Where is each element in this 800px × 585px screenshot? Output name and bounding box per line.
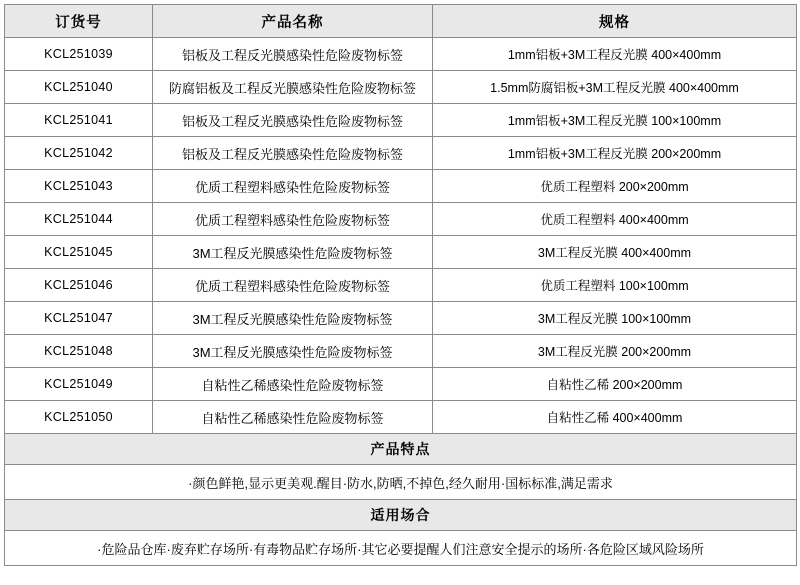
- table-header: [5, 5, 797, 38]
- cell-order-number: KCL251040: [5, 71, 153, 104]
- section-content-applications: [5, 531, 797, 566]
- section-header-features: [5, 434, 797, 465]
- table-row: [5, 170, 797, 203]
- table-row: [5, 401, 797, 434]
- cell-order-number: KCL251043: [5, 170, 153, 203]
- cell-specification: 自粘性乙稀 400×400mm: [433, 401, 797, 434]
- cell-product-name: 自粘性乙稀感染性危险废物标签: [153, 368, 433, 401]
- table-row: [5, 137, 797, 170]
- cell-order-number: KCL251047: [5, 302, 153, 335]
- cell-order-number: KCL251044: [5, 203, 153, 236]
- cell-specification: 优质工程塑料 100×100mm: [433, 269, 797, 302]
- table-header-row: [5, 5, 797, 38]
- table-row: [5, 335, 797, 368]
- section-text-features: ·颜色鲜艳,显示更美观.醒目·防水,防晒,不掉色,经久耐用·国标标准,满足需求: [5, 465, 797, 500]
- cell-product-name: 铝板及工程反光膜感染性危险废物标签: [153, 104, 433, 137]
- table-row: [5, 104, 797, 137]
- cell-specification: 1mm铝板+3M工程反光膜 200×200mm: [433, 137, 797, 170]
- cell-order-number: KCL251045: [5, 236, 153, 269]
- cell-product-name: 优质工程塑料感染性危险废物标签: [153, 269, 433, 302]
- section-header-applications: [5, 500, 797, 531]
- cell-specification: 3M工程反光膜 400×400mm: [433, 236, 797, 269]
- cell-order-number: KCL251050: [5, 401, 153, 434]
- cell-specification: 优质工程塑料 400×400mm: [433, 203, 797, 236]
- cell-product-name: 防腐铝板及工程反光膜感染性危险废物标签: [153, 71, 433, 104]
- cell-specification: 优质工程塑料 200×200mm: [433, 170, 797, 203]
- cell-order-number: KCL251048: [5, 335, 153, 368]
- product-table: [4, 4, 797, 566]
- table-row: [5, 269, 797, 302]
- cell-specification: 3M工程反光膜 100×100mm: [433, 302, 797, 335]
- table-row: [5, 38, 797, 71]
- section-title-applications: 适用场合: [5, 500, 797, 531]
- cell-product-name: 优质工程塑料感染性危险废物标签: [153, 203, 433, 236]
- section-title-features: 产品特点: [5, 434, 797, 465]
- table-row: [5, 302, 797, 335]
- table-row: [5, 368, 797, 401]
- cell-order-number: KCL251046: [5, 269, 153, 302]
- cell-specification: 1mm铝板+3M工程反光膜 100×100mm: [433, 104, 797, 137]
- section-content-features: [5, 465, 797, 500]
- cell-product-name: 优质工程塑料感染性危险废物标签: [153, 170, 433, 203]
- cell-specification: 1.5mm防腐铝板+3M工程反光膜 400×400mm: [433, 71, 797, 104]
- cell-order-number: KCL251041: [5, 104, 153, 137]
- table-body: [5, 38, 797, 566]
- cell-order-number: KCL251042: [5, 137, 153, 170]
- cell-product-name: 铝板及工程反光膜感染性危险废物标签: [153, 38, 433, 71]
- cell-order-number: KCL251039: [5, 38, 153, 71]
- cell-product-name: 自粘性乙稀感染性危险废物标签: [153, 401, 433, 434]
- cell-specification: 1mm铝板+3M工程反光膜 400×400mm: [433, 38, 797, 71]
- column-header-product-name: 产品名称: [153, 5, 433, 38]
- cell-product-name: 铝板及工程反光膜感染性危险废物标签: [153, 137, 433, 170]
- column-header-order-number: 订货号: [5, 5, 153, 38]
- table-row: [5, 236, 797, 269]
- column-header-specification: 规格: [433, 5, 797, 38]
- cell-order-number: KCL251049: [5, 368, 153, 401]
- section-text-applications: ·危险品仓库·废弃贮存场所·有毒物品贮存场所·其它必要提醒人们注意安全提示的场所·各危险区域风险场所: [5, 531, 797, 566]
- cell-product-name: 3M工程反光膜感染性危险废物标签: [153, 335, 433, 368]
- cell-product-name: 3M工程反光膜感染性危险废物标签: [153, 236, 433, 269]
- cell-product-name: 3M工程反光膜感染性危险废物标签: [153, 302, 433, 335]
- table-row: [5, 71, 797, 104]
- cell-specification: 自粘性乙稀 200×200mm: [433, 368, 797, 401]
- cell-specification: 3M工程反光膜 200×200mm: [433, 335, 797, 368]
- table-row: [5, 203, 797, 236]
